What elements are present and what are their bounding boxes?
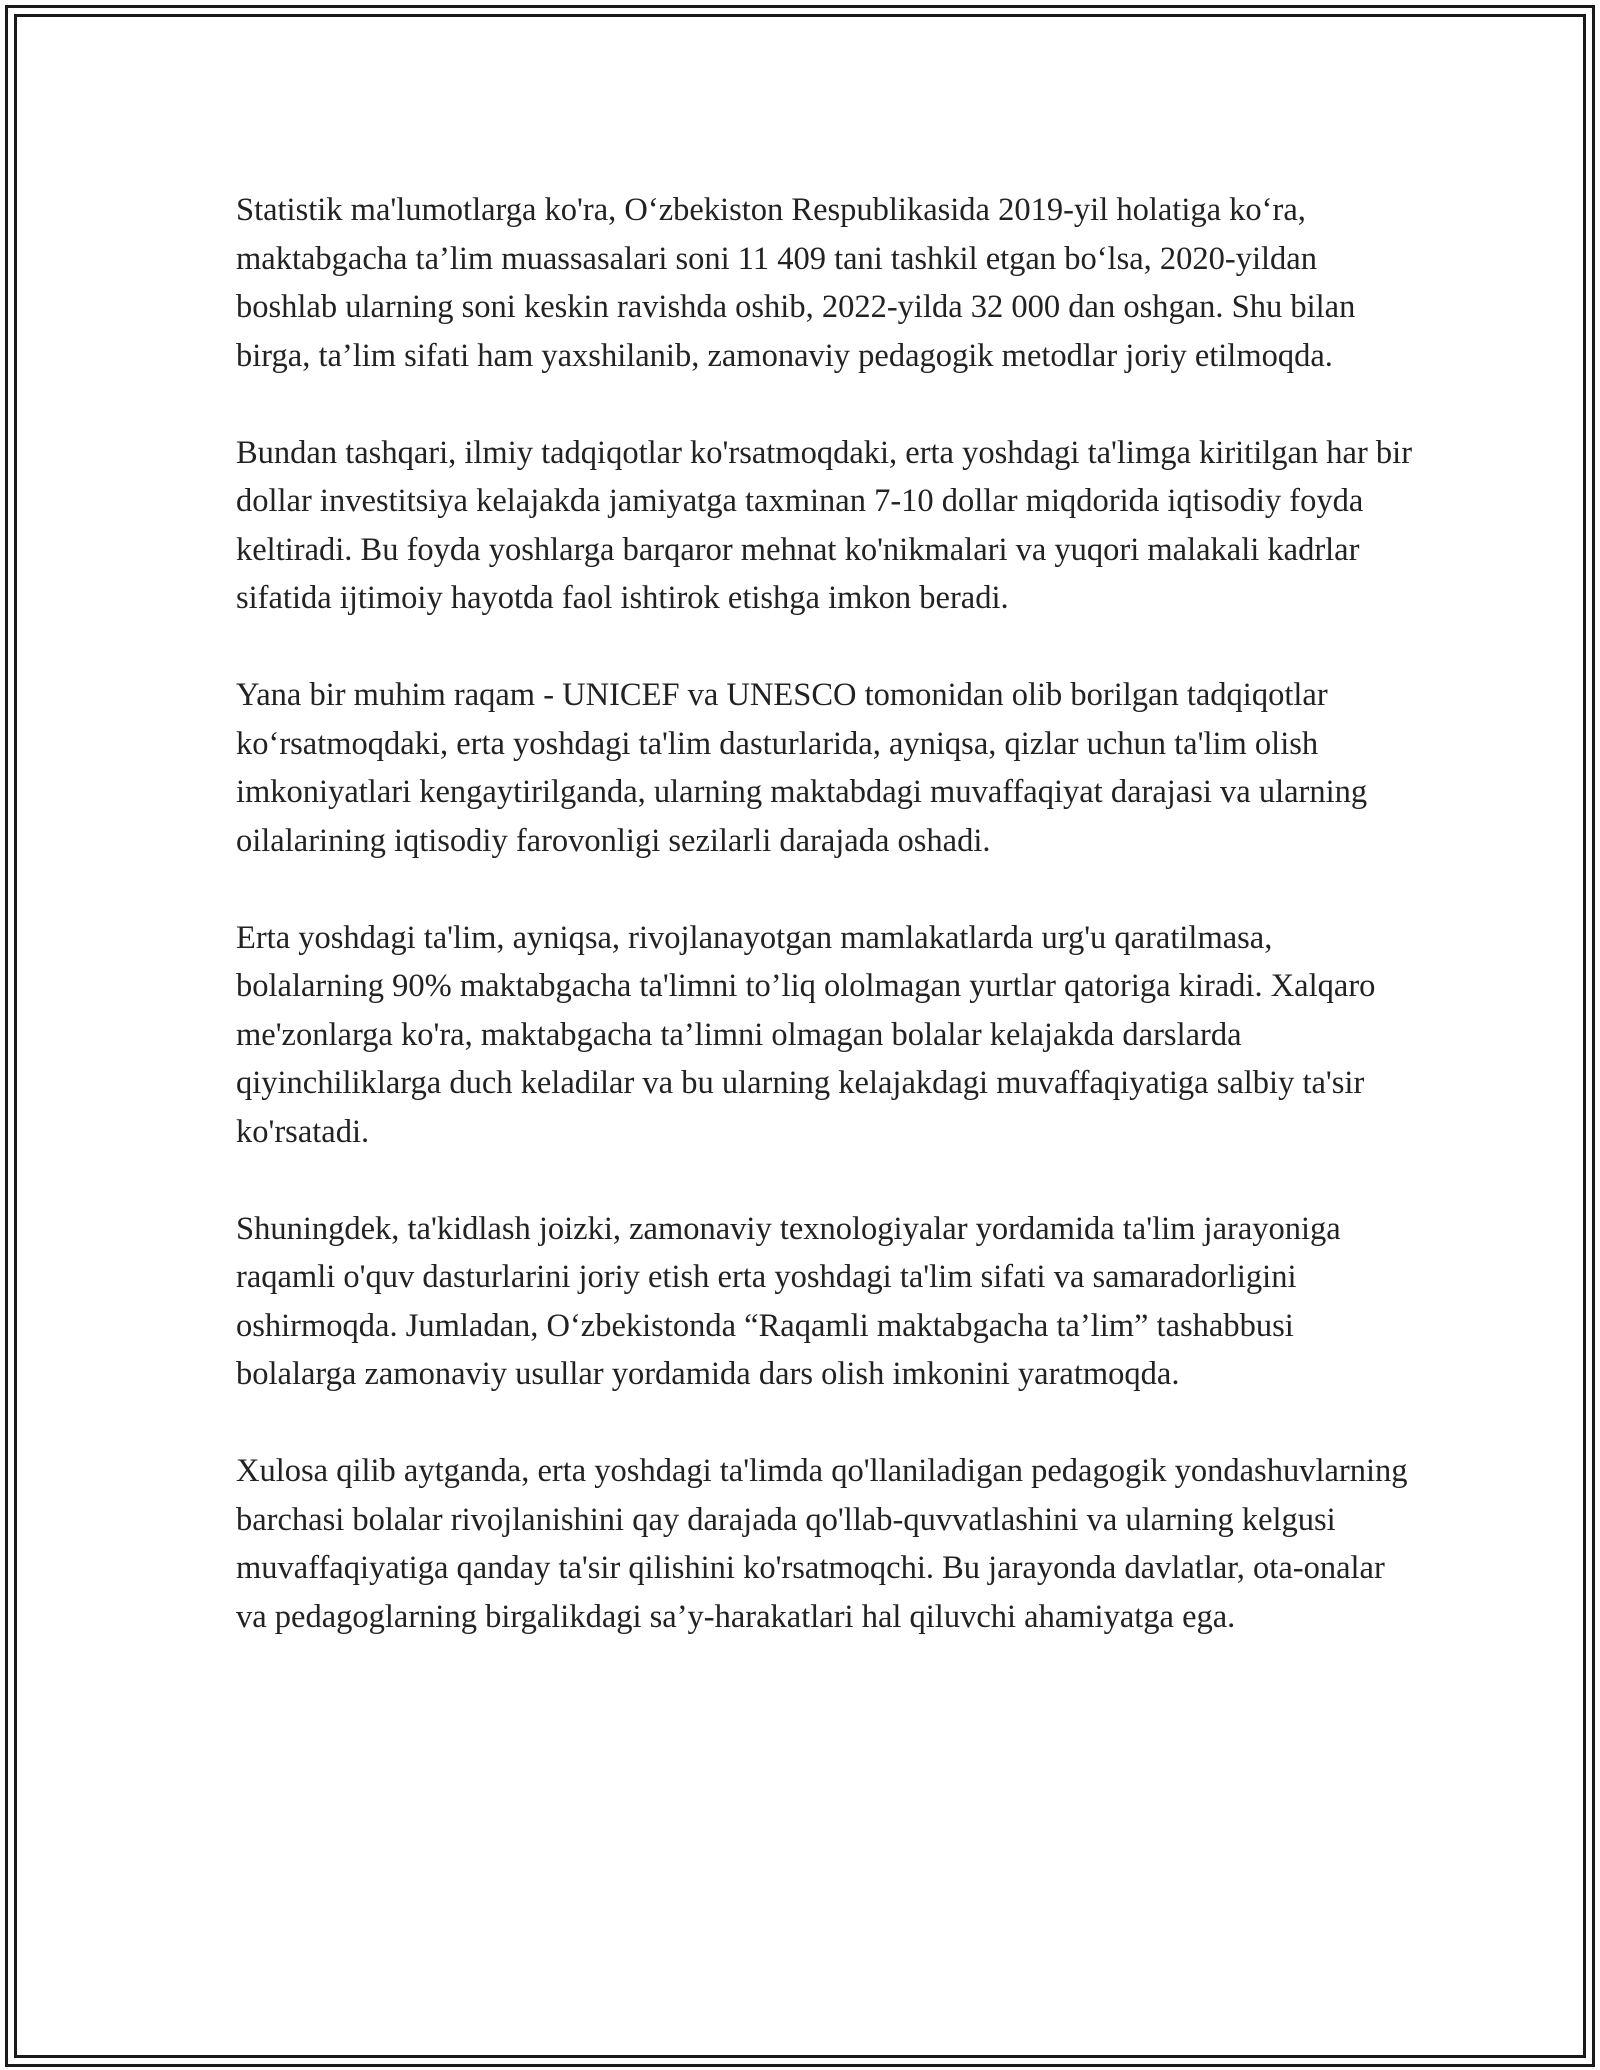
paragraph-digital-technologies: Shuningdek, ta'kidlash joizki, zamonaviy texnologiyalar yordamida ta'lim jarayoniga raqamli o'quv dasturlarini joriy etish erta yoshdagi ta'lim sifati va samaradorligini oshirmoqda. Jumladan, O‘zbekistonda “Raqamli maktabgacha ta’lim” tashabbusi bolalarga zamonaviy usullar yordamida dars olish imkonini yaratmoqda. — [236, 1210, 1341, 1392]
document-body — [236, 186, 1416, 1690]
paragraph-unicef-unesco: Yana bir muhim raqam - UNICEF va UNESCO tomonidan olib borilgan tadqiqotlar ko‘rsatmoqdaki, erta yoshdagi ta'lim dasturlarida, ayniqsa, qizlar uchun ta'lim olish imkoniyatlari kengaytirilganda, ularning maktabdagi muvaffaqiyat darajasi va ularning oilalarining iqtisodiy farovonligi sezilarli darajada oshadi. — [236, 677, 1368, 859]
paragraph-preschool-statistics: Statistik ma'lumotlarga ko'ra, O‘zbekiston Respublikasida 2019-yil holatiga ko‘ra, maktabgacha ta’lim muassasalari soni 11 409 tani tashkil etgan bo‘lsa, 2020-yildan boshlab ularning soni keskin ravishda oshib, 2022-yilda 32 000 dan oshgan. Shu bilan birga, ta’lim sifati ham yaxshilanib, zamonaviy pedagogik metodlar joriy etilmoqda. — [236, 192, 1356, 374]
paragraph-investment-return: Bundan tashqari, ilmiy tadqiqotlar ko'rsatmoqdaki, erta yoshdagi ta'limga kiritilgan har bir dollar investitsiya kelajakda jamiyatga taxminan 7-10 dollar miqdorida iqtisodiy foyda keltiradi. Bu foyda yoshlarga barqaror mehnat ko'nikmalari va yuqori malakali kadrlar sifatida ijtimoiy hayotda faol ishtirok etishga imkon beradi. — [236, 434, 1413, 616]
paragraph-conclusion: Xulosa qilib aytganda, erta yoshdagi ta'limda qo'llaniladigan pedagogik yondashuvlarning barchasi bolalar rivojlanishini qay darajada qo'llab-quvvatlashini va ularning kelgusi muvaffaqiyatiga qanday ta'sir qilishini ko'rsatmoqchi. Bu jarayonda davlatlar, ota-onalar va pedagoglarning birgalikdagi sa’y-harakatlari hal qiluvchi ahamiyatga ega. — [236, 1453, 1408, 1635]
paragraph-developing-countries: Erta yoshdagi ta'lim, ayniqsa, rivojlanayotgan mamlakatlarda urg'u qaratilmasa, bolalarning 90% maktabgacha ta'limni to’liq ololmagan yurtlar qatoriga kiradi. Xalqaro me'zonlarga ko'ra, maktabgacha ta’limni olmagan bolalar kelajakda darslarda qiyinchiliklarga duch keladilar va bu ularning kelajakdagi muvaffaqiyatiga salbiy ta'sir ko'rsatadi. — [236, 919, 1376, 1150]
